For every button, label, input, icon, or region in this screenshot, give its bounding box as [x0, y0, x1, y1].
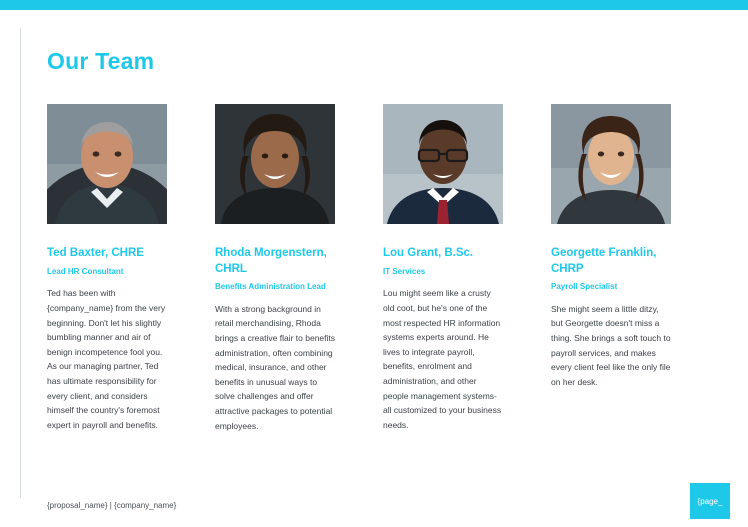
team-member-card: [215, 104, 383, 433]
member-bio: With a strong background in retail merchandising, Rhoda brings a creative flair to benefits administration, often combining medical, insurance, and other benefits in unusual ways to solve challenges and offer attractive packages to potential employees.: [215, 303, 336, 431]
left-vertical-rule: [20, 28, 21, 498]
page-number-badge: {page_: [690, 483, 730, 519]
footer-left-text: {proposal_name} | {company_name}: [47, 501, 177, 510]
team-member-list: [47, 104, 719, 433]
portrait-georgette-franklin: [551, 104, 671, 224]
team-member-card: [47, 104, 215, 433]
member-bio: Lou might seem like a crusty old coot, but he's one of the most respected HR information systems experts around. He lives to integrate payroll, benefits, enrolment and administration, and other people management systems-all customized to your business needs.: [383, 288, 502, 430]
member-role: Lead HR Consultant: [47, 266, 124, 276]
member-role: Payroll Specialist: [551, 282, 618, 292]
team-member-card: [551, 104, 719, 433]
member-name: Rhoda Morgenstern, CHRL: [215, 247, 327, 275]
member-bio: Ted has been with {company_name} from the very beginning. Don't let his slightly bumbling manner and air of benign incompetence fool you. As our managing partner, Ted has ultimate responsibility for every client, and considers himself the country's foremost expert in payroll and benefits.: [47, 288, 166, 430]
member-role: Benefits Administration Lead: [215, 282, 326, 292]
member-name: Lou Grant, B.Sc.: [383, 247, 474, 259]
portrait-lou-grant: [383, 104, 503, 224]
member-name: Georgette Franklin, CHRP: [551, 247, 657, 275]
member-name: Ted Baxter, CHRE: [47, 247, 144, 259]
top-accent-bar: [0, 0, 748, 10]
page-title: Our Team: [47, 48, 155, 74]
team-member-card: [383, 104, 551, 433]
member-bio: She might seem a little ditzy, but Georgette doesn't miss a thing. She brings a soft touch to payroll services, and makes every client feel like the only file on her desk.: [551, 303, 671, 387]
portrait-rhoda-morgenstern: [215, 104, 335, 224]
member-role: IT Services: [383, 266, 426, 276]
portrait-ted-baxter: [47, 104, 167, 224]
